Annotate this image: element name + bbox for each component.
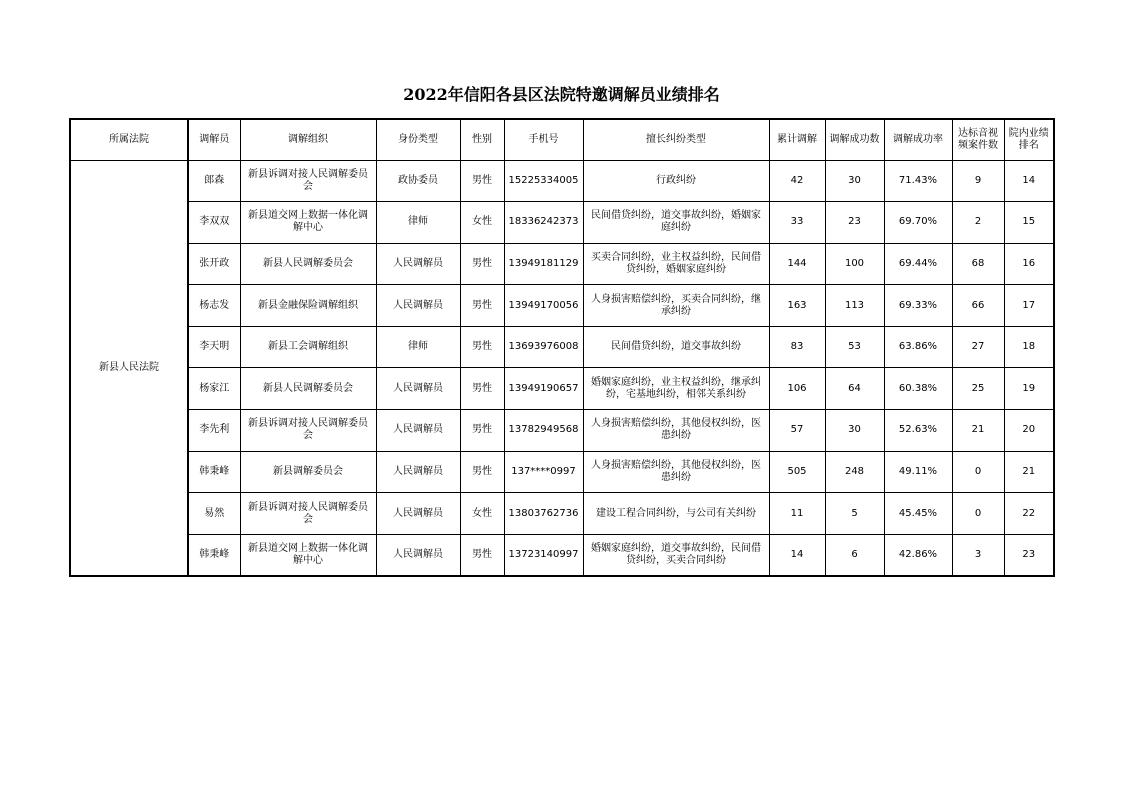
header-rank: 院内业绩排名	[1004, 119, 1054, 160]
identity-type-cell: 人民调解员	[376, 368, 460, 410]
phone-number-cell: 13949170056	[504, 285, 583, 327]
av-case-count-cell: 66	[952, 285, 1004, 327]
rank-cell: 22	[1004, 493, 1054, 535]
identity-type-cell: 律师	[376, 326, 460, 368]
success-count-cell: 248	[825, 451, 884, 493]
organization-cell: 新县诉调对接人民调解委员会	[240, 410, 376, 452]
rank-cell: 18	[1004, 326, 1054, 368]
organization-cell: 新县道交网上数据一体化调解中心	[240, 202, 376, 244]
success-rate-cell: 52.63%	[884, 410, 952, 452]
total-mediations-cell: 42	[769, 160, 825, 202]
rank-cell: 14	[1004, 160, 1054, 202]
success-count-cell: 5	[825, 493, 884, 535]
organization-cell: 新县金融保险调解组织	[240, 285, 376, 327]
identity-type-cell: 政协委员	[376, 160, 460, 202]
rank-cell: 15	[1004, 202, 1054, 244]
table-row	[70, 285, 1054, 327]
gender-cell: 男性	[460, 160, 504, 202]
phone-number-cell: 13949190657	[504, 368, 583, 410]
total-mediations-cell: 11	[769, 493, 825, 535]
av-case-count-cell: 21	[952, 410, 1004, 452]
dispute-types-cell: 行政纠纷	[583, 160, 769, 202]
total-mediations-cell: 57	[769, 410, 825, 452]
total-mediations-cell: 163	[769, 285, 825, 327]
organization-cell: 新县调解委员会	[240, 451, 376, 493]
av-case-count-cell: 25	[952, 368, 1004, 410]
dispute-types-cell: 买卖合同纠纷，业主权益纠纷，民间借贷纠纷，婚姻家庭纠纷	[583, 243, 769, 285]
phone-number-cell: 18336242373	[504, 202, 583, 244]
success-count-cell: 23	[825, 202, 884, 244]
av-case-count-cell: 9	[952, 160, 1004, 202]
success-rate-cell: 69.44%	[884, 243, 952, 285]
success-rate-cell: 69.33%	[884, 285, 952, 327]
court-cell: 新县人民法院	[70, 160, 188, 576]
success-rate-cell: 42.86%	[884, 534, 952, 576]
organization-cell: 新县人民调解委员会	[240, 368, 376, 410]
phone-number-cell: 15225334005	[504, 160, 583, 202]
dispute-types-cell: 民间借贷纠纷，道交事故纠纷	[583, 326, 769, 368]
table-row	[70, 160, 1054, 202]
phone-number-cell: 13723140997	[504, 534, 583, 576]
identity-type-cell: 人民调解员	[376, 534, 460, 576]
header-rate: 调解成功率	[884, 119, 952, 160]
table-row	[70, 451, 1054, 493]
success-count-cell: 64	[825, 368, 884, 410]
header-av-cases: 达标音视频案件数	[952, 119, 1004, 160]
success-count-cell: 53	[825, 326, 884, 368]
phone-number-cell: 137****0997	[504, 451, 583, 493]
identity-type-cell: 人民调解员	[376, 410, 460, 452]
av-case-count-cell: 68	[952, 243, 1004, 285]
success-rate-cell: 69.70%	[884, 202, 952, 244]
total-mediations-cell: 83	[769, 326, 825, 368]
table-row	[70, 326, 1054, 368]
gender-cell: 男性	[460, 326, 504, 368]
header-total: 累计调解	[769, 119, 825, 160]
table-row	[70, 534, 1054, 576]
dispute-types-cell: 建设工程合同纠纷，与公司有关纠纷	[583, 493, 769, 535]
header-phone: 手机号	[504, 119, 583, 160]
success-rate-cell: 71.43%	[884, 160, 952, 202]
dispute-types-cell: 人身损害赔偿纠纷，其他侵权纠纷，医患纠纷	[583, 410, 769, 452]
document-title: 2022年信阳各县区法院特邀调解员业绩排名	[403, 85, 720, 104]
success-count-cell: 100	[825, 243, 884, 285]
table-row	[70, 493, 1054, 535]
ranking-table	[69, 118, 1055, 577]
gender-cell: 女性	[460, 202, 504, 244]
mediator-name-cell: 杨家江	[188, 368, 240, 410]
organization-cell: 新县工会调解组织	[240, 326, 376, 368]
organization-cell: 新县诉调对接人民调解委员会	[240, 160, 376, 202]
mediator-name-cell: 易然	[188, 493, 240, 535]
success-count-cell: 30	[825, 410, 884, 452]
header-mediator: 调解员	[188, 119, 240, 160]
header-court: 所属法院	[70, 119, 188, 160]
table-row	[70, 410, 1054, 452]
header-gender: 性别	[460, 119, 504, 160]
dispute-types-cell: 婚姻家庭纠纷，道交事故纠纷，民间借贷纠纷，买卖合同纠纷	[583, 534, 769, 576]
phone-number-cell: 13782949568	[504, 410, 583, 452]
mediator-name-cell: 张开政	[188, 243, 240, 285]
identity-type-cell: 人民调解员	[376, 243, 460, 285]
gender-cell: 男性	[460, 534, 504, 576]
phone-number-cell: 13949181129	[504, 243, 583, 285]
mediator-name-cell: 韩秉峰	[188, 534, 240, 576]
organization-cell: 新县诉调对接人民调解委员会	[240, 493, 376, 535]
gender-cell: 男性	[460, 368, 504, 410]
mediator-name-cell: 李双双	[188, 202, 240, 244]
av-case-count-cell: 0	[952, 451, 1004, 493]
table-header-row	[70, 119, 1054, 160]
table-row	[70, 243, 1054, 285]
identity-type-cell: 人民调解员	[376, 493, 460, 535]
identity-type-cell: 人民调解员	[376, 451, 460, 493]
total-mediations-cell: 505	[769, 451, 825, 493]
success-count-cell: 6	[825, 534, 884, 576]
rank-cell: 16	[1004, 243, 1054, 285]
av-case-count-cell: 3	[952, 534, 1004, 576]
success-count-cell: 113	[825, 285, 884, 327]
header-success: 调解成功数	[825, 119, 884, 160]
dispute-types-cell: 民间借贷纠纷，道交事故纠纷，婚姻家庭纠纷	[583, 202, 769, 244]
gender-cell: 男性	[460, 410, 504, 452]
success-rate-cell: 63.86%	[884, 326, 952, 368]
rank-cell: 23	[1004, 534, 1054, 576]
mediator-name-cell: 杨志发	[188, 285, 240, 327]
gender-cell: 男性	[460, 285, 504, 327]
header-dispute-type: 擅长纠纷类型	[583, 119, 769, 160]
header-identity: 身份类型	[376, 119, 460, 160]
av-case-count-cell: 0	[952, 493, 1004, 535]
av-case-count-cell: 27	[952, 326, 1004, 368]
gender-cell: 女性	[460, 493, 504, 535]
table-row	[70, 368, 1054, 410]
total-mediations-cell: 106	[769, 368, 825, 410]
total-mediations-cell: 14	[769, 534, 825, 576]
success-count-cell: 30	[825, 160, 884, 202]
rank-cell: 21	[1004, 451, 1054, 493]
total-mediations-cell: 33	[769, 202, 825, 244]
identity-type-cell: 人民调解员	[376, 285, 460, 327]
rank-cell: 19	[1004, 368, 1054, 410]
success-rate-cell: 60.38%	[884, 368, 952, 410]
header-organization: 调解组织	[240, 119, 376, 160]
success-rate-cell: 45.45%	[884, 493, 952, 535]
rank-cell: 20	[1004, 410, 1054, 452]
table-row	[70, 202, 1054, 244]
gender-cell: 男性	[460, 451, 504, 493]
success-rate-cell: 49.11%	[884, 451, 952, 493]
organization-cell: 新县道交网上数据一体化调解中心	[240, 534, 376, 576]
mediator-name-cell: 韩秉峰	[188, 451, 240, 493]
mediator-name-cell: 郎森	[188, 160, 240, 202]
av-case-count-cell: 2	[952, 202, 1004, 244]
mediator-name-cell: 李先利	[188, 410, 240, 452]
mediator-name-cell: 李天明	[188, 326, 240, 368]
identity-type-cell: 律师	[376, 202, 460, 244]
dispute-types-cell: 婚姻家庭纠纷，业主权益纠纷，继承纠纷，宅基地纠纷，相邻关系纠纷	[583, 368, 769, 410]
gender-cell: 男性	[460, 243, 504, 285]
dispute-types-cell: 人身损害赔偿纠纷，其他侵权纠纷，医患纠纷	[583, 451, 769, 493]
organization-cell: 新县人民调解委员会	[240, 243, 376, 285]
rank-cell: 17	[1004, 285, 1054, 327]
dispute-types-cell: 人身损害赔偿纠纷，买卖合同纠纷，继承纠纷	[583, 285, 769, 327]
phone-number-cell: 13803762736	[504, 493, 583, 535]
total-mediations-cell: 144	[769, 243, 825, 285]
phone-number-cell: 13693976008	[504, 326, 583, 368]
